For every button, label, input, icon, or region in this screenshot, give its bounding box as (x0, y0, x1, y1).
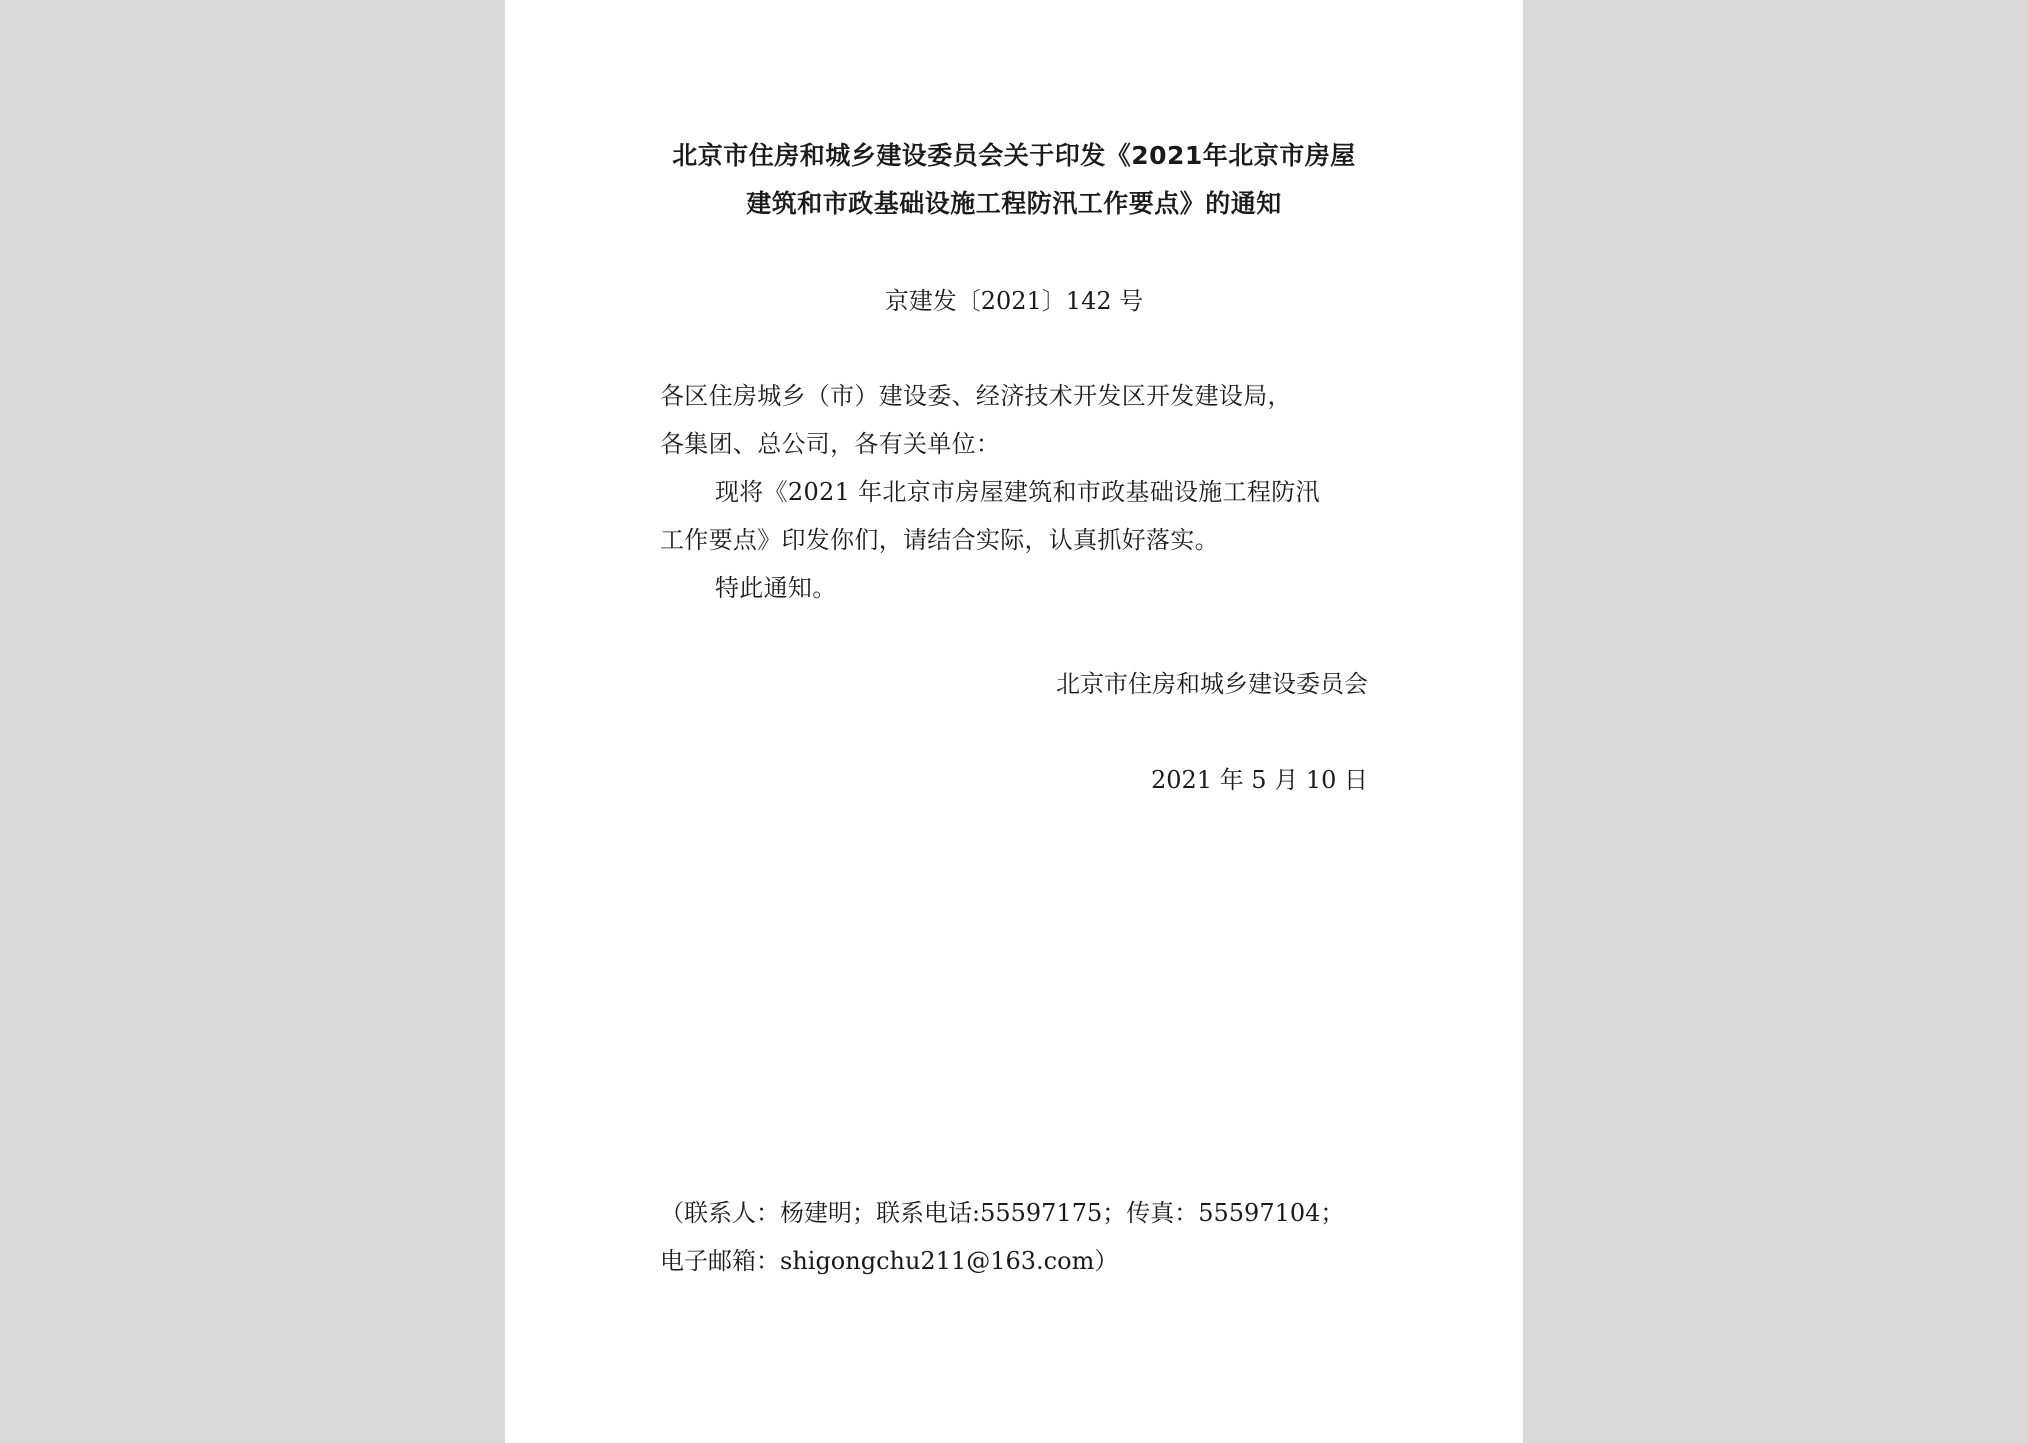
contact-line-1: （联系人：杨建明；联系电话:55597175；传真：55597104； (660, 1199, 1345, 1227)
issue-date: 2021 年 5 月 10 日 (1150, 766, 1368, 794)
recipients-line-2: 各集团、总公司，各有关单位： (660, 430, 1001, 458)
document-title-line-1: 北京市住房和城乡建设委员会关于印发《2021年北京市房屋 (672, 141, 1356, 170)
document-page (505, 0, 1523, 1443)
body-line-2: 工作要点》印发你们，请结合实际，认真抓好落实。 (660, 526, 1219, 554)
closing-text: 特此通知。 (715, 574, 837, 602)
document-number: 京建发〔2021〕142 号 (884, 287, 1144, 315)
contact-line-2: 电子邮箱：shigongchu211@163.com） (660, 1247, 1119, 1275)
document-title-line-2: 建筑和市政基础设施工程防汛工作要点》的通知 (746, 189, 1282, 218)
issuer-name: 北京市住房和城乡建设委员会 (1056, 670, 1368, 698)
body-line-1: 现将《2021 年北京市房屋建筑和市政基础设施工程防汛 (715, 478, 1320, 506)
recipients-line-1: 各区住房城乡（市）建设委、经济技术开发区开发建设局， (660, 382, 1292, 410)
